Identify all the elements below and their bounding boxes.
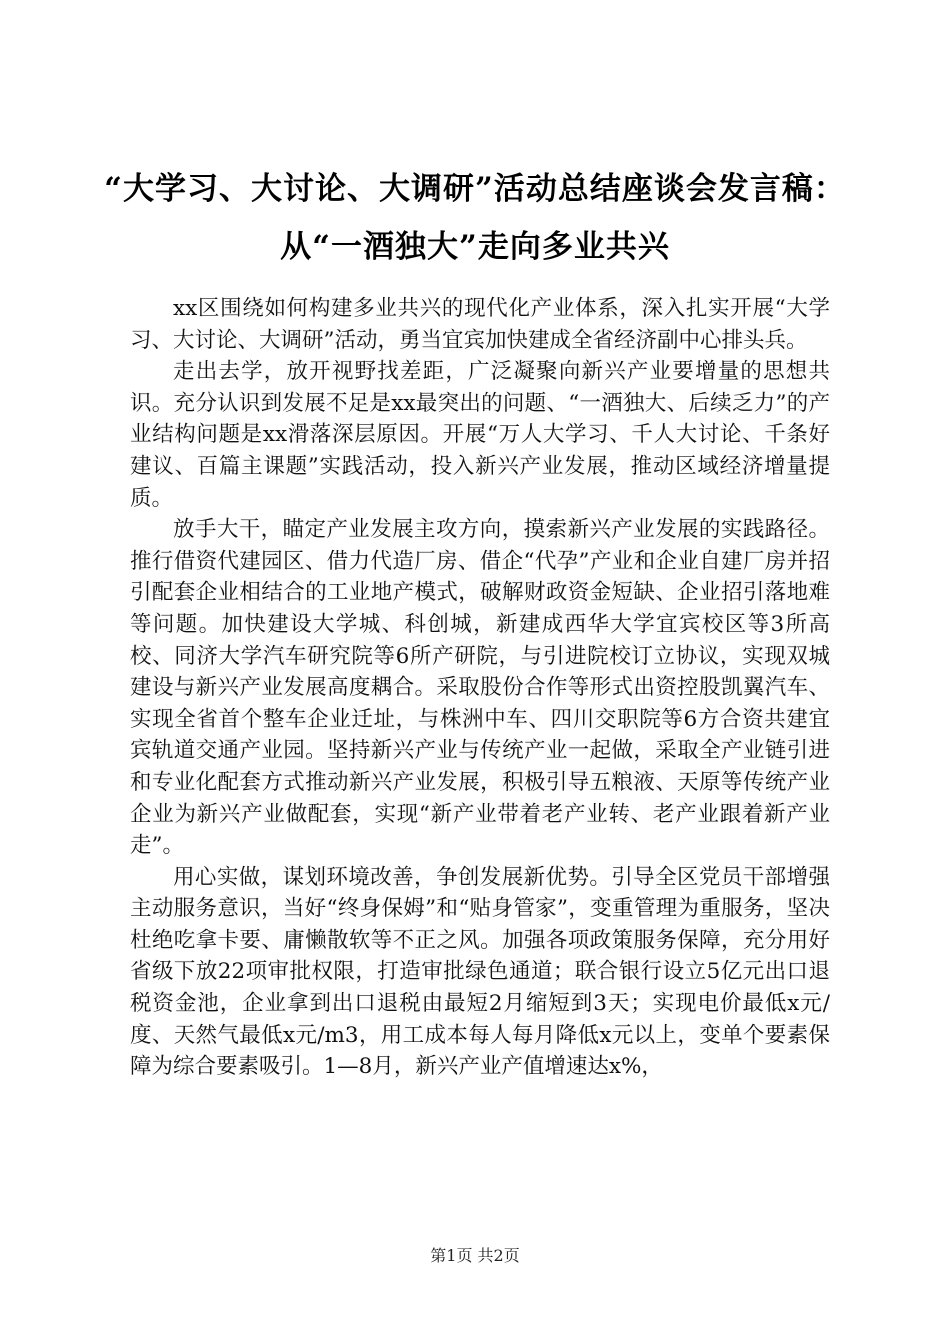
paragraph-environment: 用心实做，谋划环境改善，争创发展新优势。引导全区党员干部增强主动服务意识，当好“终身保姆”和“贴身管家”，变重管理为重服务，坚决杜绝吃拿卡要、庸懒散软等不正之风。加强各项政策服务保障，充分用好省级下放22项审批权限，打造审批绿色通道；联合银行设立5亿元出口退税资金池，企业拿到出口退税由最短2月缩短到3天；实现电价最低x元/度、天然气最低x元/m3，用工成本每人每月降低x元以上，变单个要素保障为综合要素吸引。1—8月，新兴产业产值增速达x%， xyxy=(130,864,830,1080)
document-title: “大学习、大讨论、大调研”活动总结座谈会发言稿：从“一酒独大”走向多业共兴 xyxy=(104,171,846,265)
document-body xyxy=(130,293,830,1083)
paragraph-intro: xx区围绕如何构建多业共兴的现代化产业体系，深入扎实开展“大学习、大讨论、大调研”活动，勇当宜宾加快建成全省经济副中心排头兵。 xyxy=(130,296,830,353)
paragraph-learning: 走出去学，放开视野找差距，广泛凝聚向新兴产业要增量的思想共识。充分认识到发展不足是xx最突出的问题、“一酒独大、后续乏力”的产业结构问题是xx滑落深层原因。开展“万人大学习、千人大讨论、千条好建议、百篇主课题”实践活动，投入新兴产业发展，推动区域经济增量提质。 xyxy=(130,359,830,511)
paragraph-action: 放手大干，瞄定产业发展主攻方向，摸索新兴产业发展的实践路径。推行借资代建园区、借力代造厂房、借企“代孕”产业和企业自建厂房并招引配套企业相结合的工业地产模式，破解财政资金短缺、企业招引落地难等问题。加快建设大学城、科创城，新建成西华大学宜宾校区等3所高校、同济大学汽车研究院等6所产研院，与引进院校订立协议，实现双城建设与新兴产业发展高度耦合。采取股份合作等形式出资控股凯翼汽车、实现全省首个整车企业迁址，与株洲中车、四川交职院等6方合资共建宜宾轨道交通产业园。坚持新兴产业与传统产业一起做，采取全产业链引进和专业化配套方式推动新兴产业发展，积极引导五粮液、天原等传统产业企业为新兴产业做配套，实现“新产业带着老产业转、老产业跟着新产业走”。 xyxy=(130,517,830,859)
page-number-footer: 第1页 共2页 xyxy=(430,1246,520,1265)
